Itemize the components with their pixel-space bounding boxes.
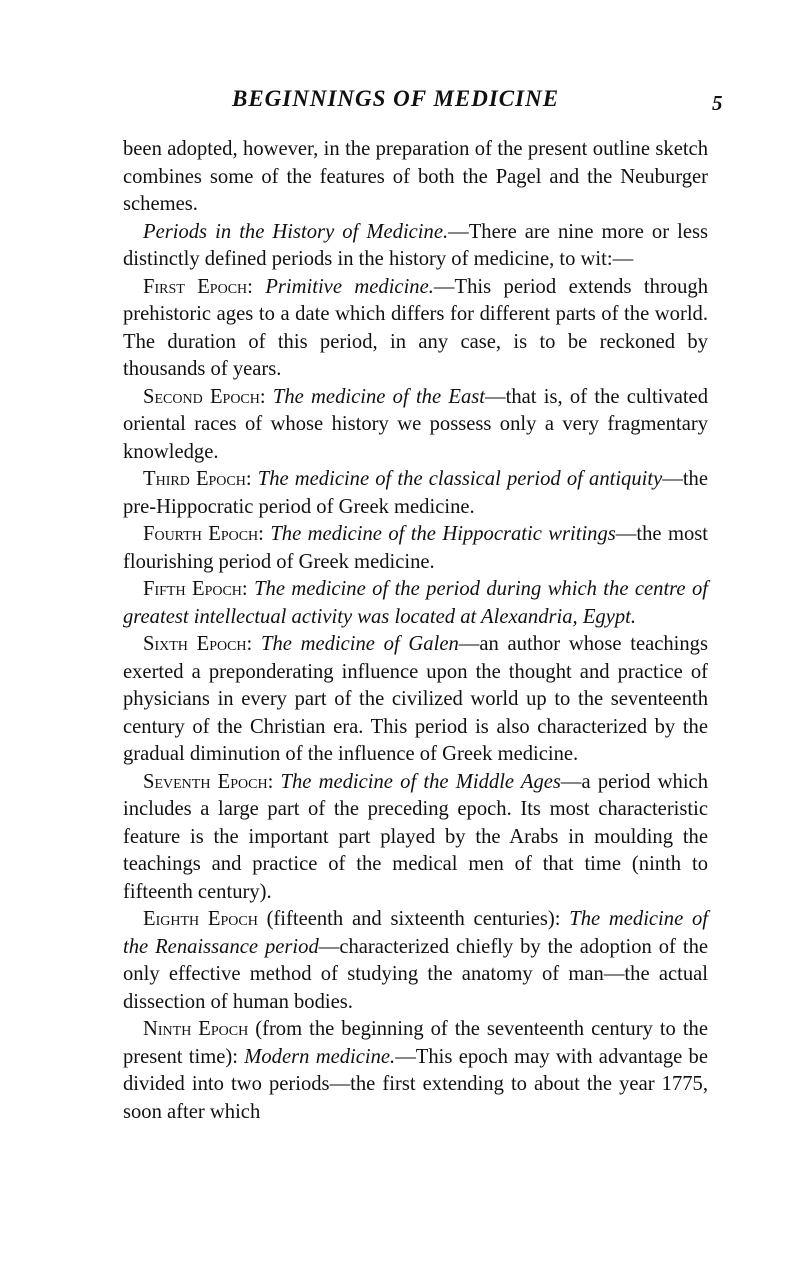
paragraph-epoch-4 xyxy=(123,521,708,576)
epoch-label: Seventh Epoch xyxy=(143,770,268,793)
epoch-dates: (from the beginning of the seventeenth century to the present time): xyxy=(123,1018,708,1068)
epoch-text: —an author whose teachings exerted a preponderating influence upon the thought and practice of physicians in every part of the civilized world up to the seventeenth century of the Christian era. This period is also characterized by the gradual diminution of the influence of Greek medicine. xyxy=(123,633,708,765)
epoch-label: Third Epoch xyxy=(143,468,246,490)
epoch-title: The medicine of the Renaissance period xyxy=(123,908,708,958)
paragraph-epoch-7 xyxy=(123,769,708,907)
epoch-label: Fifth Epoch xyxy=(143,578,242,600)
paragraph-epoch-2 xyxy=(123,384,708,467)
epoch-title: Modern medicine. xyxy=(244,1045,396,1068)
paragraph-text: —There are nine more or less distinctly defined periods in the history of medicine, to wit:— xyxy=(123,220,709,270)
epoch-title: The medicine of Galen xyxy=(261,633,459,655)
epoch-text: —characterized chiefly by the adoption of the only effective method of studying the anatomy of man—the actual dissection of human bodies. xyxy=(123,935,709,1013)
epoch-title: The medicine of the classical period of antiquity xyxy=(257,468,663,490)
paragraph-epoch-5 xyxy=(123,576,708,631)
epoch-title: The medicine of the East xyxy=(272,385,486,408)
epoch-text: —This epoch may with advantage be divided into two periods—the first extending to about the year 1775, soon after which xyxy=(123,1045,708,1123)
epoch-separator: : xyxy=(267,770,281,793)
epoch-text: —the pre-Hippocratic period of Greek medicine. xyxy=(123,468,708,518)
paragraph-epoch-9 xyxy=(123,1016,708,1126)
epoch-text: —the most flourishing period of Greek medicine. xyxy=(123,523,709,573)
paragraph-epoch-6 xyxy=(123,631,708,769)
epoch-label: Fourth Epoch xyxy=(143,523,259,545)
epoch-separator: : xyxy=(259,385,273,408)
epoch-title: The medicine of the period during which the centre of greatest intellectual activity was located at Alexandria, Egypt. xyxy=(123,578,709,628)
paragraph-epoch-3 xyxy=(123,466,708,521)
epoch-text: —that is, of the cultivated oriental races of whose history we possess only a very fragmentary knowledge. xyxy=(123,385,708,463)
epoch-label: First Epoch xyxy=(143,275,248,298)
epoch-separator: : xyxy=(247,275,266,298)
epoch-dates: (fifteenth and sixteenth centuries): xyxy=(257,908,570,930)
paragraph-continuation xyxy=(123,136,708,219)
epoch-separator: : xyxy=(241,578,255,600)
epoch-label: Ninth Epoch xyxy=(143,1018,249,1040)
epoch-title: The medicine of the Middle Ages xyxy=(280,770,561,793)
running-title: BEGINNINGS OF MEDICINE xyxy=(232,86,560,111)
epoch-label: Second Epoch xyxy=(143,385,260,408)
epoch-separator: : xyxy=(258,523,271,545)
epoch-separator: : xyxy=(246,633,261,655)
section-heading: Periods in the History of Medicine. xyxy=(143,220,449,243)
paragraph-periods xyxy=(123,219,708,274)
paragraph-epoch-8 xyxy=(123,906,708,1016)
epoch-text: —This period extends through prehistoric ages to a date which differs for different parts of the world. The duration of this period, in any case, is to be reckoned by thousands of years. xyxy=(123,275,708,380)
epoch-label: Sixth Epoch xyxy=(143,633,247,655)
body-text xyxy=(123,136,708,1126)
page-number: 5 xyxy=(712,91,723,115)
paragraph-text: been adopted, however, in the preparation of the present outline sketch combines some of the features of both the Pagel and the Neuburger schemes. xyxy=(123,138,708,215)
epoch-separator: : xyxy=(245,468,258,490)
epoch-text: —a period which includes a large part of the preceding epoch. Its most characteristic feature is the important part played by the Arabs in moulding the teachings and practice of the medical men of that time (ninth to fifteenth century). xyxy=(123,770,708,903)
paragraph-epoch-1 xyxy=(123,274,708,384)
epoch-title: Primitive medicine. xyxy=(265,275,434,298)
epoch-title: The medicine of the Hippocratic writings xyxy=(270,523,616,545)
epoch-label: Eighth Epoch xyxy=(143,908,258,930)
